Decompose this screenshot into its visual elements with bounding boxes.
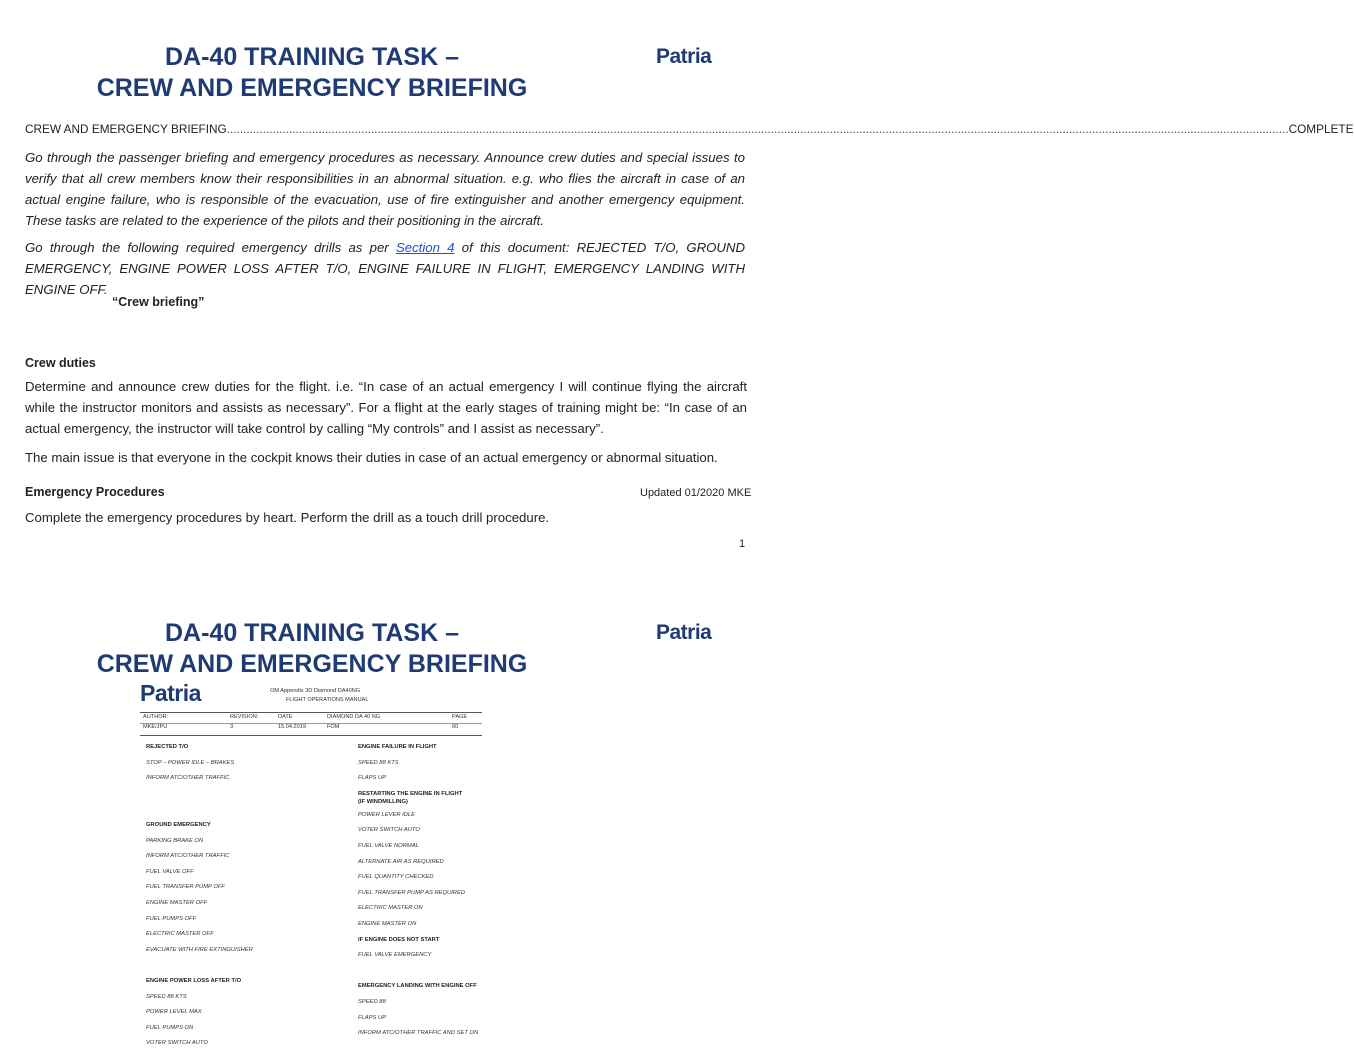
om-right-line: FLAPS UP	[358, 775, 387, 782]
emergency-procedures-text: Complete the emergency procedures by heart. Perform the drill as a touch drill procedure.	[25, 510, 550, 525]
om-hdr-val: MKE/JPU	[143, 724, 168, 730]
om-hdr-key: DIAMOND DA 40 NG	[327, 714, 381, 720]
om-right-line: SPEED 88	[358, 998, 386, 1005]
om-hdr-divider	[140, 723, 482, 724]
slide2-title-line2: CREW AND EMERGENCY BRIEFING	[96, 650, 528, 678]
om-left-line	[146, 787, 306, 803]
om-header-table	[140, 712, 482, 736]
om-left-line: FUEL TRANSFER PUMP OFF	[146, 884, 225, 891]
checklist-label: CREW AND EMERGENCY BRIEFING	[25, 122, 227, 136]
om-right-column	[358, 740, 518, 1042]
om-left-line: INFORM ATC/OTHER TRAFFIC	[146, 853, 230, 860]
om-right-line: ELECTRIC MASTER ON	[358, 905, 423, 912]
om-left-line: FUEL PUMPS OFF	[146, 915, 197, 922]
drills-text-post: of this document: REJECTED T/O, GROUND EMERGENCY, ENGINE POWER LOSS AFTER T/O, ENGINE FAILURE IN FLIGHT, EMERGENCY LANDING WITH ENGINE OFF.	[25, 240, 745, 297]
om-hdr-val: 15.04.2019	[278, 724, 306, 730]
checklist-item	[25, 122, 1354, 136]
om-left-line: FUEL PUMPS ON	[146, 1024, 194, 1031]
om-right-line	[358, 964, 518, 980]
om-left-line: STOP – POWER IDLE – BRAKES	[146, 759, 235, 766]
om-right-line: IF ENGINE DOES NOT START	[358, 936, 440, 943]
om-left-line: ELECTRIC MASTER OFF	[146, 931, 214, 938]
slide1-title	[62, 42, 562, 104]
slide1-title-line1: DA-40 TRAINING TASK –	[164, 43, 459, 71]
patria-logo-2: Patria	[656, 621, 712, 644]
om-right-line: FUEL VALVE EMERGENCY	[358, 952, 432, 959]
checklist-leader-dots	[227, 122, 1289, 136]
om-right-line: EMERGENCY LANDING WITH ENGINE OFF	[358, 983, 477, 990]
main-issue-text: The main issue is that everyone in the cockpit knows their duties in case of an actual emergency or abnormal situation.	[25, 450, 718, 465]
om-right-line: (IF WINDMILLING)	[358, 798, 408, 805]
drills-paragraph	[25, 237, 745, 300]
page-number: 1	[739, 538, 746, 550]
updated-note: Updated 01/2020 MKE	[640, 487, 752, 499]
om-logo: Patria	[140, 680, 201, 706]
crew-duties-text: Determine and announce crew duties for the flight. i.e. “In case of an actual emergency I will continue flying the aircraft while the instructor monitors and assists as necessary”. For a flight at the early stages of training might be: “In case of an actual emergency, the instructor will take control by calling “My controls” and I assist as necessary”.	[25, 379, 747, 436]
crew-briefing-quote: “Crew briefing”	[112, 295, 205, 309]
om-left-line: POWER LEVEL MAX	[146, 1009, 202, 1016]
om-right-line: FLAPS UP	[358, 1014, 387, 1021]
briefing-paragraph: Go through the passenger briefing and emergency procedures as necessary. Announce crew duties and special issues to verify that all crew members know their responsibilities in an abnormal situation. e.g. who flies the aircraft in case of an actual engine failure, who is responsible of the evacuation, use of fire extinguisher and another emergency equipment. These tasks are related to the experience of the pilots and their positioning in the aircraft.	[25, 150, 745, 228]
om-hdr-key: PAGE	[452, 714, 468, 720]
om-hdr-key: DATE	[278, 714, 293, 720]
om-right-line: RESTARTING THE ENGINE IN FLIGHT	[358, 790, 463, 797]
slide2-title	[62, 618, 562, 680]
om-doc-title-1: OM Appendix 3D Diamond DA40NG	[270, 688, 361, 694]
om-left-line	[146, 802, 306, 818]
om-right-line: FUEL QUANTITY CHECKED	[358, 874, 434, 881]
om-left-line: SPEED 88 KTS	[146, 993, 187, 1000]
om-left-line: EVACUATE WITH FIRE EXTINGUISHER	[146, 946, 253, 953]
om-hdr-val: 3	[230, 724, 234, 730]
om-right-line: ENGINE FAILURE IN FLIGHT	[358, 744, 437, 750]
om-page	[140, 680, 500, 1047]
slide1-title-line2: CREW AND EMERGENCY BRIEFING	[96, 74, 528, 102]
om-left-column	[146, 740, 306, 1052]
om-left-line: ENGINE MASTER OFF	[146, 899, 208, 906]
om-right-line: INFORM ATC/OTHER TRAFFIC AND SET ON	[358, 1030, 479, 1037]
om-left-line: REJECTED T/O	[146, 744, 189, 750]
om-left-line: PARKING BRAKE ON	[146, 837, 204, 844]
om-left-line	[146, 958, 306, 974]
om-left-line: GROUND EMERGENCY	[146, 821, 211, 828]
drills-text-pre: Go through the following required emergency drills as per	[25, 240, 396, 255]
om-right-line: SPEED 88 KTS	[358, 759, 399, 766]
crew-duties-heading: Crew duties	[25, 356, 96, 370]
om-left-line: VOTER SWITCH AUTO	[146, 1040, 208, 1047]
slide2-title-line1: DA-40 TRAINING TASK –	[164, 619, 459, 647]
section-4-link[interactable]: Section 4	[395, 240, 455, 255]
checklist-value: COMPLETE	[1288, 122, 1354, 136]
om-right-line: FUEL TRANSFER PUMP AS REQUIRED	[358, 889, 466, 896]
om-left-line: ENGINE POWER LOSS AFTER T/O	[146, 977, 242, 984]
om-hdr-val: FOM	[327, 724, 340, 730]
om-hdr-key: REVISION:	[230, 714, 259, 720]
om-hdr-key: AUTHOR:	[143, 714, 169, 720]
patria-logo: Patria	[656, 45, 712, 68]
om-right-line: ALTERNATE AIR AS REQUIRED	[358, 858, 444, 865]
om-left-line: INFORM ATC/OTHER TRAFFIC	[146, 775, 230, 782]
om-right-line: FUEL VALVE NORMAL	[358, 842, 419, 849]
om-hdr-val: 60	[452, 724, 459, 730]
om-right-line: ENGINE MASTER ON	[358, 920, 417, 927]
emergency-procedures-heading: Emergency Procedures	[25, 485, 165, 499]
om-right-line: VOTER SWITCH AUTO	[358, 827, 420, 834]
om-left-line: FUEL VALVE OFF	[146, 868, 194, 875]
om-right-line: POWER LEVER IDLE	[358, 811, 416, 818]
om-doc-title-2: FLIGHT OPERATIONS MANUAL	[286, 697, 369, 703]
